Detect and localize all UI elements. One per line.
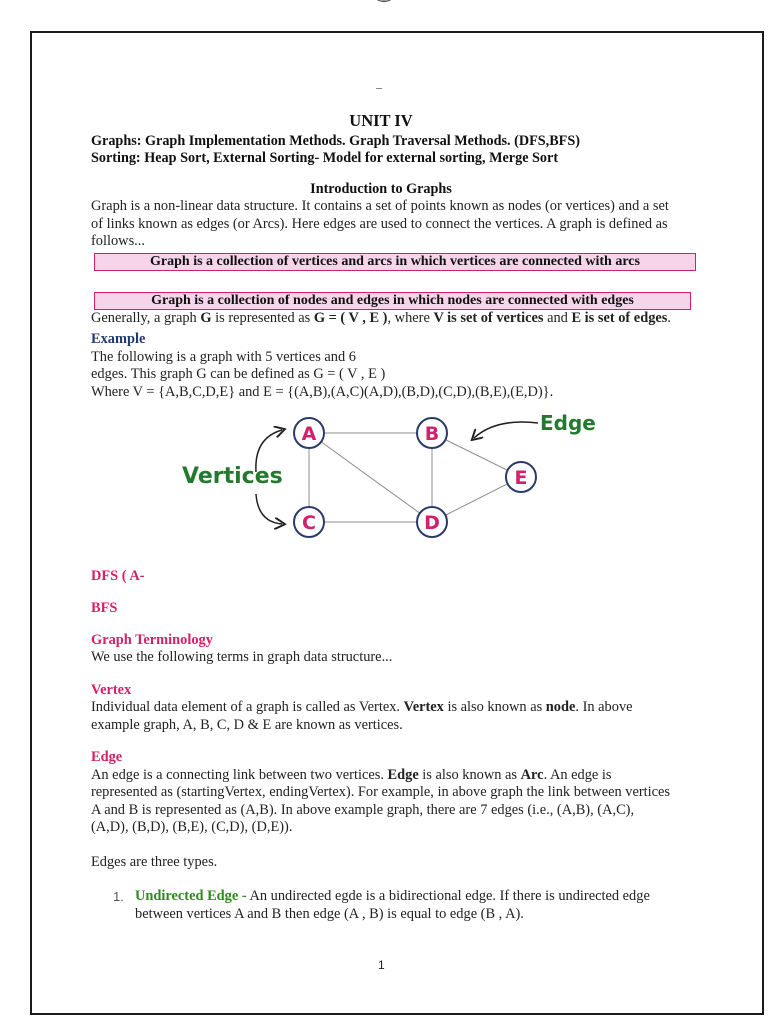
- example-heading: Example: [91, 331, 146, 347]
- graph-nodes: [294, 418, 536, 537]
- header-ornament: [372, 0, 396, 4]
- edge-types-list: [91, 888, 671, 923]
- document-body: [91, 112, 671, 923]
- representation-paragraph: Generally, a graph G is represented as G = ( V , E ), where V is set of vertices and E is set of edges.: [91, 309, 671, 326]
- intro-heading: Introduction to Graphs: [310, 180, 452, 197]
- terminology-text: We use the following terms in graph data structure...: [91, 649, 393, 665]
- list-item: [91, 888, 671, 923]
- page-number: 1: [378, 958, 385, 972]
- example-line-2: edges. This graph G can be defined as G = ( V , E ): [91, 366, 386, 382]
- unit-title: UNIT IV: [349, 111, 413, 130]
- graph-node-label: D: [424, 512, 440, 534]
- edge-types-intro: Edges are three types.: [91, 853, 218, 870]
- graph-node-b: [417, 418, 447, 448]
- graph-node-c: [294, 507, 324, 537]
- header-mark: –: [376, 80, 382, 94]
- vertex-paragraph: Individual data element of a graph is called as Vertex. Vertex is also known as node. In above example graph, A, B, C, D & E are known as vertices.: [91, 699, 633, 733]
- definition-box-arcs: Graph is a collection of vertices and arcs in which vertices are connected with arcs: [94, 253, 696, 271]
- edge-paragraph: An edge is a connecting link between two vertices. Edge is also known as Arc. An edge is represented as (startingVertex, endingVertex). For example, in above graph the link between vertices A and B is represented as (A,B). In above example graph, there are 7 edges (i.e., (A,B), (A,C), (A,D), (B,D), (B,E), (C,D), (D,E)).: [91, 766, 671, 835]
- graph-node-label: B: [424, 423, 440, 445]
- intro-paragraph: Graph is a non-linear data structure. It contains a set of points known as nodes (or vertices) and a set of links known as edges (or Arcs). Here edges are used to connect the vertices. A graph is defined as follows...: [91, 198, 669, 249]
- bfs-label: BFS: [91, 600, 118, 616]
- list-number: 1.: [113, 889, 124, 904]
- edge-pointer-arrow: [474, 422, 538, 438]
- vertices-arrow-down: [256, 494, 282, 524]
- edge-label: Edge: [540, 411, 596, 435]
- graph-edges: [309, 433, 521, 522]
- example-line-1: The following is a graph with 5 vertices and 6: [91, 348, 356, 365]
- graph-diagram: [178, 404, 598, 554]
- graph-node-label: C: [302, 512, 316, 534]
- graph-node-label: A: [301, 423, 317, 445]
- undirected-edge-label: Undirected Edge -: [135, 888, 247, 904]
- graph-node-d: [417, 507, 447, 537]
- graph-node-label: E: [514, 467, 528, 489]
- graph-edge-ad: [309, 433, 432, 522]
- unit-subtitle-sorting: Sorting: Heap Sort, External Sorting- Model for external sorting, Merge Sort: [91, 150, 559, 166]
- edge-heading: Edge: [91, 749, 123, 765]
- graph-node-a: [294, 418, 324, 448]
- terminology-heading: Graph Terminology: [91, 631, 213, 648]
- dfs-label: DFS ( A-: [91, 567, 145, 584]
- undirected-edge-text: An undirected egde is a bidirectional edge. If there is undirected edge between vertices A and B then edge (A , B) is equal to edge (B , A).: [135, 888, 650, 922]
- definition-box-edges: Graph is a collection of nodes and edges in which nodes are connected with edges: [94, 292, 691, 310]
- unit-subtitle-graphs: Graphs: Graph Implementation Methods. Graph Traversal Methods. (DFS,BFS): [91, 132, 580, 149]
- vertex-heading: Vertex: [91, 681, 132, 698]
- graph-node-e: [506, 462, 536, 492]
- vertices-label: Vertices: [182, 464, 283, 489]
- example-line-3: Where V = {A,B,C,D,E} and E = {(A,B),(A,C)(A,D),(B,D),(C,D),(B,E),(E,D)}.: [91, 383, 554, 400]
